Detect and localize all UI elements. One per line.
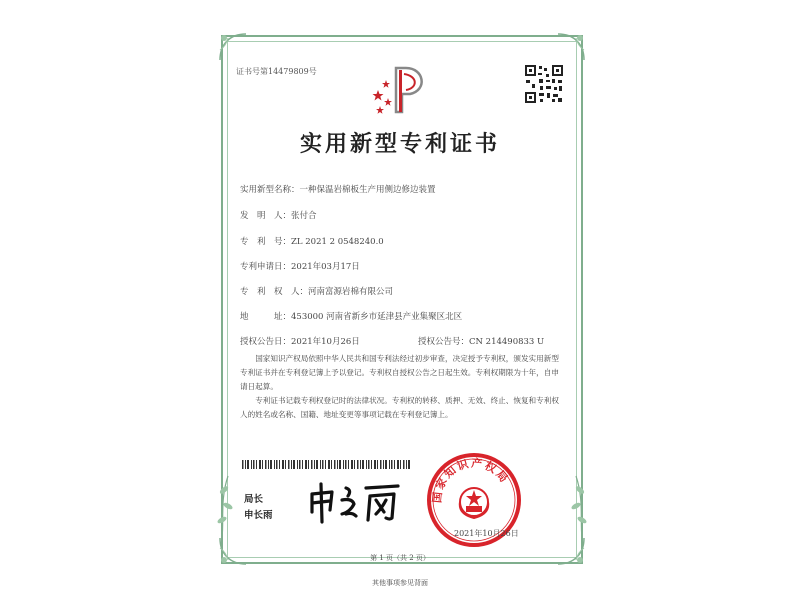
- paragraph-legal-status: 专利证书记载专利权登记时的法律状况。专利权的转移、质押、无效、终止、恢复和专利权人的姓名或名称、国籍、地址变更等事项记载在专利登记簿上。: [240, 396, 559, 419]
- grant-number-row: [418, 335, 544, 347]
- certificate-number: 证书号第14479809号: [236, 67, 317, 76]
- field-label: 专 利 号：: [240, 237, 292, 247]
- field-value: 2021年10月26日: [291, 337, 360, 347]
- leaf-ornament-icon: [560, 470, 590, 540]
- field-label: 发 明 人：: [240, 211, 292, 221]
- field-value: 河南富源岩棉有限公司: [308, 287, 394, 297]
- field-value: CN 214490833 U: [469, 337, 545, 347]
- paragraph-grant-statement: 国家知识产权局依照中华人民共和国专利法经过初步审查，决定授予专利权，颁发实用新型专利证书并在专利登记簿上予以登记。专利权自授权公告之日起生效。专利权期限为十年，自申请日起算。: [240, 354, 559, 391]
- director-title: 局长: [244, 494, 264, 505]
- filing-date-row: [240, 260, 360, 272]
- field-value: 一种保温岩棉板生产用侧边修边装置: [299, 185, 436, 195]
- field-label: 专 利 权 人：: [240, 287, 309, 297]
- barcode-icon: [242, 460, 410, 469]
- director-name: 申长雨: [244, 510, 273, 521]
- body-paragraph: [240, 352, 566, 394]
- patentee-row: [240, 285, 393, 297]
- inventor-row: [240, 209, 317, 221]
- field-value: 2021年03月17日: [291, 262, 360, 272]
- field-label: 授权公告号：: [418, 337, 470, 347]
- footer-note: 其他事项参见背面: [372, 579, 428, 587]
- field-label: 授权公告日：: [240, 337, 292, 347]
- field-value: 453000 河南省新乡市延津县产业集聚区北区: [291, 312, 463, 322]
- field-value: ZL 2021 2 0548240.0: [291, 237, 384, 247]
- patent-office-logo-icon: [366, 60, 436, 118]
- svg-text:国家知识产权局: 国家知识产权局: [430, 456, 512, 504]
- address-row: [240, 310, 462, 322]
- seal-date: 2021年10月26日: [454, 529, 519, 538]
- grant-date-row: [240, 335, 360, 347]
- corner-ornament-icon: [554, 30, 588, 64]
- leaf-ornament-icon: [214, 470, 244, 540]
- corner-ornament-icon: [216, 30, 250, 64]
- qr-code-icon: [524, 64, 564, 104]
- page-number: 第 1 页（共 2 页）: [370, 554, 430, 562]
- field-label: 地 址：: [240, 312, 292, 322]
- field-value: 张付合: [291, 211, 317, 221]
- certificate-title: 实用新型专利证书: [299, 131, 500, 157]
- director-signature-icon: [306, 478, 406, 526]
- utility-model-name-row: [240, 183, 436, 195]
- patent-number-row: [240, 235, 384, 247]
- body-paragraph: [240, 394, 566, 422]
- field-label: 专利申请日：: [240, 262, 292, 272]
- field-label: 实用新型名称：: [240, 185, 300, 195]
